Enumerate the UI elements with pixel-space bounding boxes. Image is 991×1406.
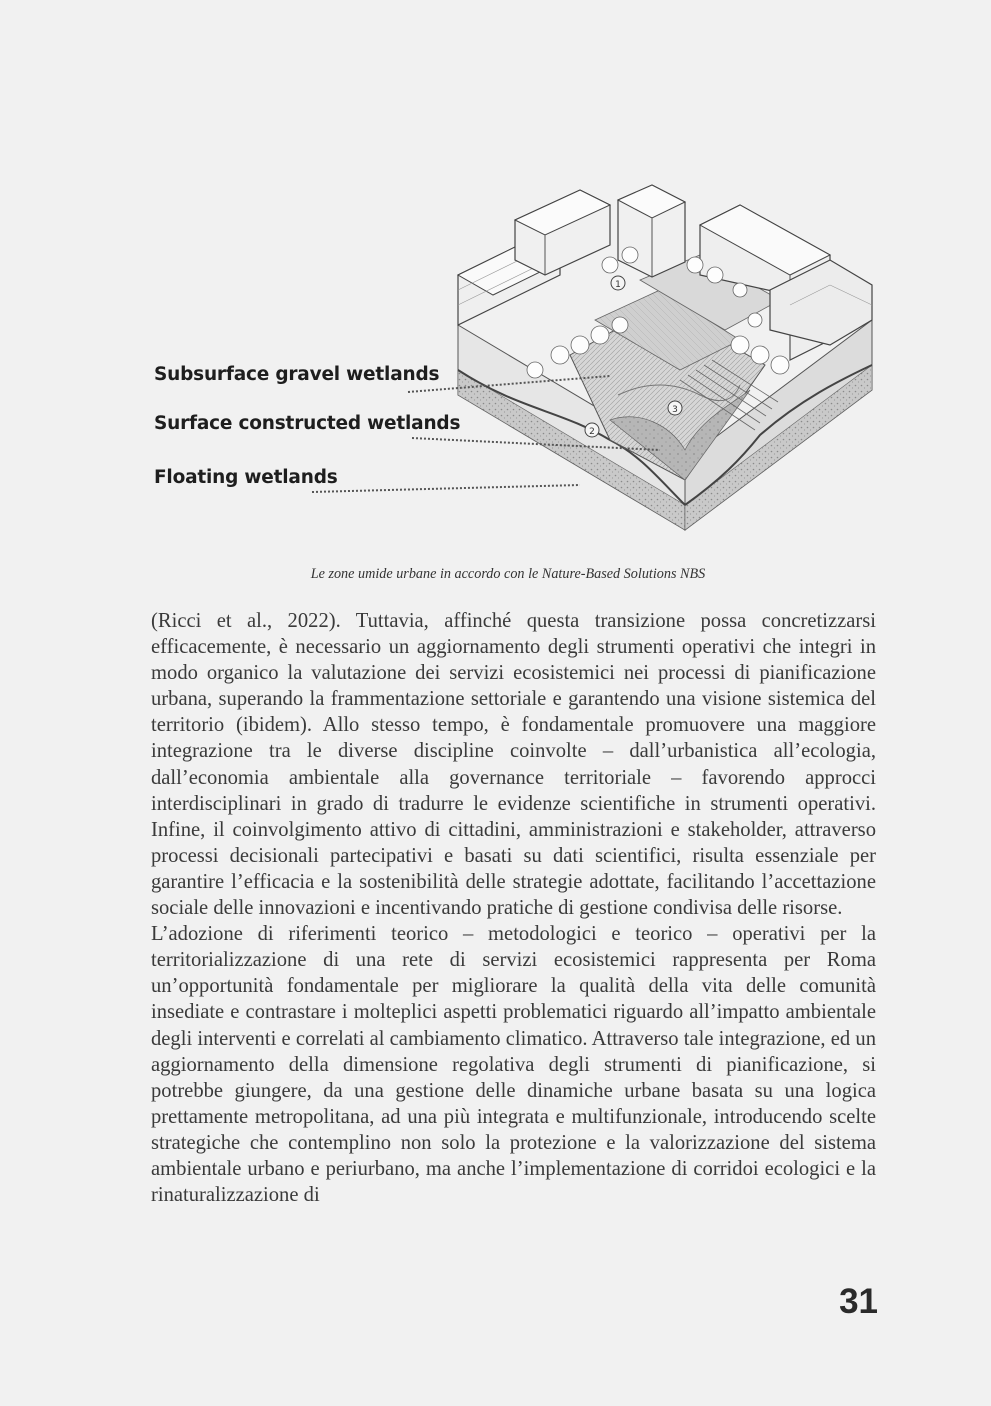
label-surface-constructed-wetlands: Surface constructed wetlands xyxy=(154,413,461,434)
marker-2-label: 2 xyxy=(589,427,595,437)
body-text xyxy=(151,608,876,1208)
label-subsurface-gravel-wetlands: Subsurface gravel wetlands xyxy=(154,364,440,385)
marker-1-label: 1 xyxy=(615,280,621,290)
leader-floating xyxy=(312,485,580,492)
marker-1 xyxy=(611,276,625,290)
paragraph-2: L’adozione di riferimenti teorico – metodologici e teorico – operativi per la territorializzazione di una rete di servizi ecosistemici rappresenta per Roma un’opportunità fondamentale per migliorare la qualità della vita delle comunità insediate e contrastare i molteplici aspetti problematici riguardo all’impatto ambientale degli interventi e correlati al cambiamento climatico. Attraverso tale integrazione, ed un aggiornamento della dimensione regolativa degli strumenti di pianificazione, si potrebbe giungere, da una gestione delle dinamiche urbane basata su una logica prettamente metropolitana, ad una più integrata e multifunzionale, introducendo scelte strategiche che contemplino non solo la protezione e la valorizzazione del sistema ambientale urbano e periurbano, ma anche l’implementazione di corridoi ecologici e la rinaturalizzazione di xyxy=(151,923,876,1207)
marker-2 xyxy=(585,423,599,437)
page-number: 31 xyxy=(839,1282,878,1321)
building-back-tall xyxy=(618,185,685,277)
figure-caption: Le zone umide urbane in accordo con le Nature-Based Solutions NBS xyxy=(310,566,706,582)
wetlands-figure xyxy=(140,180,880,565)
marker-3-label: 3 xyxy=(672,405,678,415)
paragraph-1: (Ricci et al., 2022). Tuttavia, affinché questa transizione possa concretizzarsi efficacemente, è necessario un aggiornamento degli strumenti operativi che integri in modo organico la valutazione dei servizi ecosistemici nei processi di pianificazione urbana, superando la frammentazione settoriale e garantendo una visione sistemica del territorio (ibidem). Allo stesso tempo, è fondamentale promuovere una maggiore integrazione tra le diverse discipline coinvolte – dall’urbanistica all’ecologia, dall’economia ambientale alla governance territoriale – favorendo approcci interdisciplinari in grado di tradurre le evidenze scientifiche in strumenti operativi. Infine, il coinvolgimento attivo di cittadini, amministrazioni e stakeholder, attraverso processi decisionali partecipativi e basati su dati scientifici, risulta essenziale per garantire l’efficacia e la sostenibilità delle strategie adottate, facilitando l’accettazione sociale delle innovazioni e incentivando pratiche di gestione condivisa delle risorse. xyxy=(151,610,876,920)
label-floating-wetlands: Floating wetlands xyxy=(154,467,338,488)
building-back-left xyxy=(515,190,610,275)
marker-3 xyxy=(668,401,682,415)
